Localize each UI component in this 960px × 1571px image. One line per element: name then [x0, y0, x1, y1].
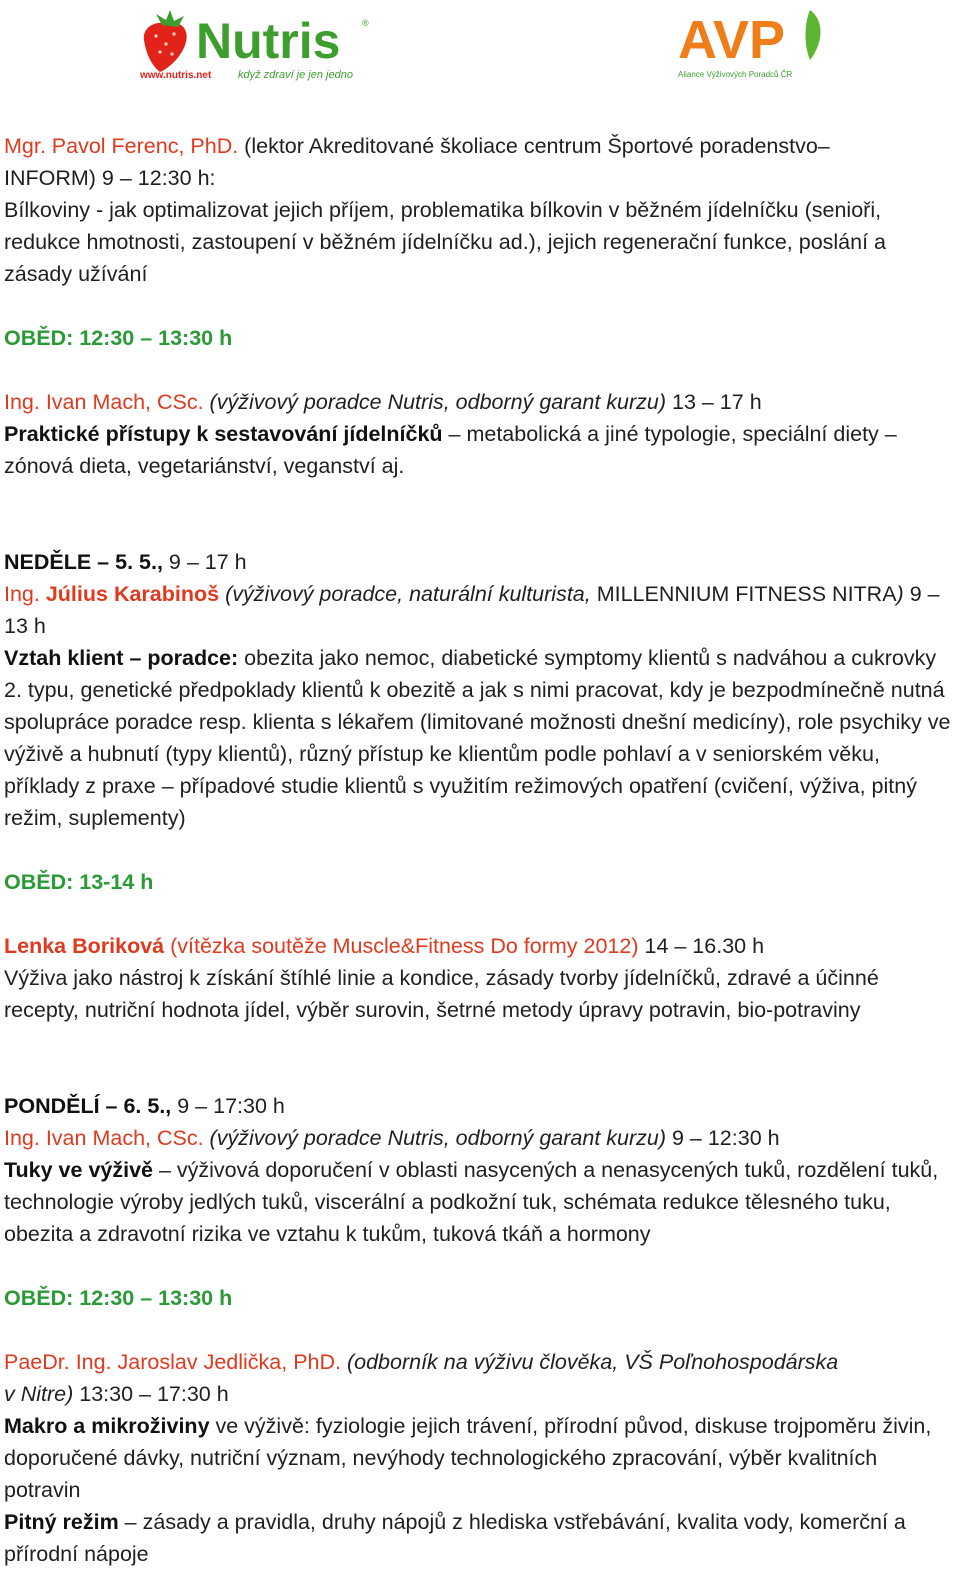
nutris-logo — [136, 6, 376, 88]
header-logos — [0, 0, 960, 95]
speaker-name: PaeDr. Ing. Jaroslav Jedlička, PhD. — [4, 1350, 341, 1374]
lecture-description — [4, 642, 958, 834]
lecture-description: Bílkoviny - jak optimalizovat jejich příjem, problematika bílkovin v běžném jídelníčku (senioři, redukce hmotnosti, zastoupení v běžném jídelníčku ad.), jejich regenerační funkce, poslání a zásady užívání — [4, 198, 887, 286]
speaker-line-karabinos — [4, 578, 958, 642]
speaker-role-cont: INFORM) 9 – 12:30 h: — [4, 166, 216, 190]
speaker-title: Ing. — [4, 582, 46, 606]
lecture-topic: Praktické přístupy k sestavování jídelníčků — [4, 422, 443, 446]
lecture-time: 13:30 – 17:30 h — [73, 1382, 229, 1406]
day-heading-sunday — [4, 546, 958, 578]
speaker-role-end: v Nitre) — [4, 1382, 74, 1406]
avp-logo — [674, 6, 834, 88]
lecture-description — [4, 1410, 958, 1506]
nutris-url: www.nutris.net — [140, 70, 212, 81]
lecture-topic: Tuky ve výživě — [4, 1158, 153, 1182]
lunch-break: OBĚD: 13-14 h — [4, 870, 154, 894]
avp-wordmark: AVP — [678, 10, 786, 70]
speaker-role: (vítězka soutěže Muscle&Fitness Do formy 2012) — [164, 934, 639, 958]
speaker-name: Július Karabinoš — [45, 582, 220, 606]
strawberry-icon — [144, 10, 187, 72]
speaker-name: Ing. Ivan Mach, CSc. — [4, 1126, 204, 1150]
lecture-topic: Makro a mikroživiny — [4, 1414, 210, 1438]
speaker-role: (výživový poradce Nutris, odborný garant kurzu) — [203, 390, 667, 414]
speaker-role-end: ) — [896, 582, 904, 606]
lecture-description — [4, 1506, 958, 1570]
speaker-org: MILLENNIUM FITNESS NITRA — [590, 582, 897, 606]
lecture-time: 9 – 12:30 h — [666, 1126, 780, 1150]
lecture-text: obezita jako nemoc, diabetické symptomy klientů s nadváhou a cukrovky 2. typu, genetické předpoklady klientů k obezitě a jak s nimi pracovat, kdy je bezpodmínečně nutná spolupráce poradce resp. klienta s lékařem (limitované možnosti dnešní medicíny), role psychiky ve výživě a hubnutí (typy klientů), různý přístup ke klientům podle pohlaví a v seniorském věku, příklady z praxe – případové studie klientů s využitím režimových opatření (cvičení, výživa, pitný režim, suplementy) — [4, 646, 951, 830]
nutris-tagline: když zdraví je jen jedno — [238, 69, 353, 81]
speaker-line-ferenc — [4, 130, 958, 162]
speaker-line-jedlicka — [4, 1346, 958, 1378]
speaker-name: Lenka Boriková — [4, 934, 165, 958]
lecture-topic: Pitný režim — [4, 1510, 119, 1534]
lecture-text: ve výživě: fyziologie jejich trávení, přírodní původ, diskuse trojpoměru živin, doporučené dávky, nutriční význam, nevýhody technologického zpracování, výběr kvalitních potravin — [4, 1414, 932, 1502]
speaker-name: Ing. Ivan Mach, CSc. — [4, 390, 204, 414]
lecture-description: Výživa jako nástroj k získání štíhlé linie a kondice, zásady tvorby jídelníčků, zdravé a účinné recepty, nutriční hodnota jídel, výběr surovin, šetrné metody úpravy potravin, bio-potraviny — [4, 966, 879, 1022]
lecture-time: 14 – 16.30 h — [638, 934, 765, 958]
day-time: 9 – 17 h — [162, 550, 247, 574]
lunch-break: OBĚD: 12:30 – 13:30 h — [4, 1286, 233, 1310]
day-heading-monday — [4, 1090, 958, 1122]
speaker-role: (výživový poradce Nutris, odborný garant kurzu) — [203, 1126, 667, 1150]
lecture-topic: Vztah klient – poradce: — [4, 646, 239, 670]
lecture-time: 13 – 17 h — [666, 390, 762, 414]
day-label: PONDĚLÍ – 6. 5., — [4, 1094, 172, 1118]
day-label: NEDĚLE – 5. 5., — [4, 550, 163, 574]
day-time: 9 – 17:30 h — [171, 1094, 285, 1118]
registered-mark: ® — [362, 18, 369, 28]
lecture-text: – metabolická a jiné typologie, speciální diety – zónová dieta, vegetariánství, veganství aj. — [4, 422, 897, 478]
speaker-line-mach-2 — [4, 1122, 958, 1154]
speaker-role-cont — [4, 1378, 958, 1410]
speaker-line-mach — [4, 386, 958, 418]
leaf-icon — [806, 10, 821, 60]
lecture-description — [4, 418, 958, 482]
nutris-wordmark: Nutris — [196, 13, 341, 69]
lecture-time: 9 – 13 h — [4, 582, 940, 638]
speaker-name: Mgr. Pavol Ferenc, PhD. — [4, 134, 239, 158]
speaker-role: (odborník na výživu člověka, VŠ Poľnohospodárska — [341, 1350, 839, 1374]
lecture-text: – výživová doporučení v oblasti nasycených a nenasycených tuků, rozdělení tuků, technologie výroby jedlých tuků, viscerální a podkožní tuk, schémata redukce tělesného tuku, obezita a zdravotní rizika ve vztahu k tukům, tuková tkáň a hormony — [4, 1158, 939, 1246]
lecture-text: – zásady a pravidla, druhy nápojů z hlediska vstřebávání, kvalita vody, komerční a přírodní nápoje — [4, 1510, 906, 1566]
program-content — [4, 130, 958, 1570]
speaker-role: (výživový poradce, naturální kulturista, — [219, 582, 591, 606]
lecture-description — [4, 1154, 958, 1250]
avp-subtitle: Aliance Výživových Poradců ČR — [678, 70, 793, 79]
speaker-line-borikova — [4, 930, 958, 962]
speaker-role: (lektor Akreditované školiace centrum Športové poradenstvo– — [238, 134, 830, 158]
lunch-break: OBĚD: 12:30 – 13:30 h — [4, 326, 233, 350]
